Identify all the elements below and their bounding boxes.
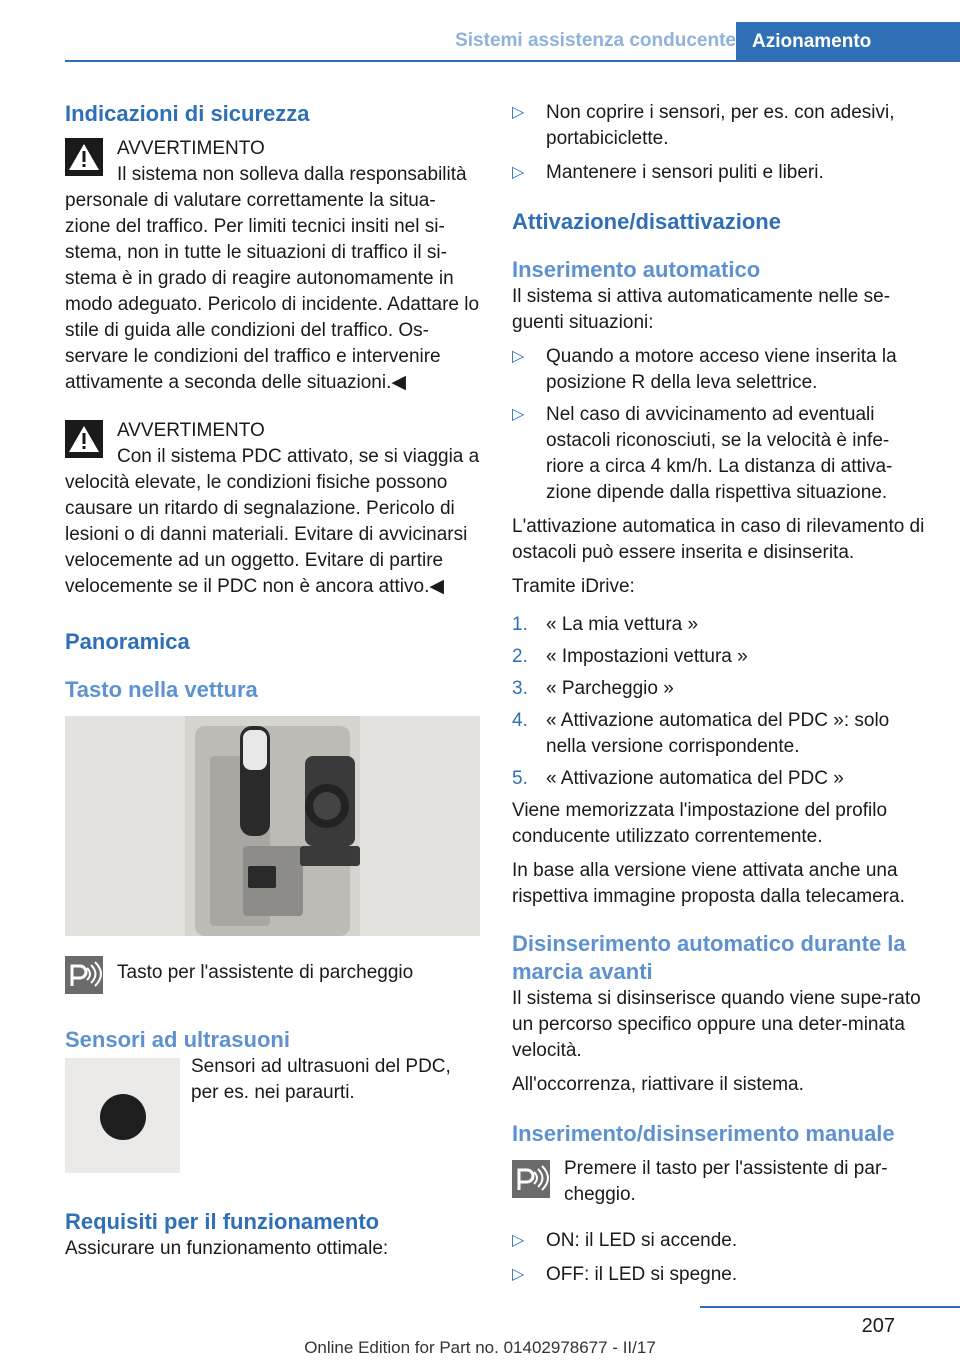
header-chapter-tab: Azionamento	[736, 22, 960, 62]
list-item	[512, 1262, 927, 1288]
list-item	[512, 676, 927, 702]
step-text: « Attivazione automatica del PDC »	[546, 768, 844, 789]
step-number: 2.	[512, 646, 528, 667]
left-column	[65, 100, 480, 1262]
warning-block-1	[65, 136, 480, 396]
footer-rule	[700, 1306, 960, 1308]
pdc-button-caption-text: Tasto per l'assistente di parcheggio	[117, 962, 414, 983]
list-item-text: OFF: il LED si spegne.	[546, 1264, 738, 1285]
overview-heading: Panoramica	[65, 629, 190, 654]
park-assist-icon	[65, 956, 103, 994]
pdc-button-caption	[65, 956, 480, 996]
step-number: 4.	[512, 710, 528, 731]
warning-text-2: Con il sistema PDC attivato, se si viaggia a velocità elevate, le condizioni fisiche possono causare un ritardo di segnalazione. Pericolo di lesioni o di danni materiali. Evitare di avvicinarsi velocemente ad un oggetto. Evitare di partire velocemente se il PDC non è ancora attivo.◀	[65, 446, 480, 597]
list-item-text: Non coprire i sensori, per es. con adesivi, portabiciclette.	[546, 102, 895, 149]
sensors-block	[65, 1054, 480, 1174]
activation-heading: Attivazione/disattivazione	[512, 209, 781, 234]
step-number: 1.	[512, 614, 528, 635]
list-item	[512, 612, 927, 638]
list-item	[512, 708, 927, 760]
memo-text: Viene memorizzata l'impostazione del profilo conducente utilizzato correntemente.	[512, 800, 888, 847]
requirements-text: Assicurare un funzionamento ottimale:	[65, 1238, 389, 1259]
idrive-steps	[512, 612, 927, 792]
step-text: « Impostazioni vettura »	[546, 646, 748, 667]
footer-edition: Online Edition for Part no. 01402978677 - II/17	[304, 1338, 656, 1357]
center-console-illustration	[65, 716, 480, 936]
triangle-bullet-icon: ▷	[512, 348, 525, 365]
list-item	[512, 644, 927, 670]
list-item-text: Mantenere i sensori puliti e liberi.	[546, 162, 824, 183]
right-column	[512, 100, 927, 1288]
camera-text: In base alla versione viene attivata anche una rispettiva immagine proposta dalla telecamera.	[512, 860, 905, 907]
idrive-label: Tramite iDrive:	[512, 576, 635, 597]
safety-heading: Indicazioni di sicurezza	[65, 101, 310, 126]
manual-subheading: Inserimento/disinserimento manuale	[512, 1121, 895, 1146]
manual-block	[512, 1156, 927, 1208]
list-item	[512, 766, 927, 792]
requirements-heading: Requisiti per il funzionamento	[65, 1209, 380, 1234]
button-subheading: Tasto nella vettura	[65, 677, 258, 702]
warning-label-2: AVVERTIMENTO	[117, 420, 265, 441]
warning-label-1: AVVERTIMENTO	[117, 138, 265, 159]
auto-activation-subheading: Inserimento automatico	[512, 257, 761, 282]
step-number: 3.	[512, 678, 528, 699]
triangle-bullet-icon: ▷	[512, 164, 525, 181]
page-number: 207	[861, 1315, 895, 1337]
auto-deactivation-text: Il sistema si disinserisce quando viene supe‐rato un percorso specifico oppure una deter‐minata velocità.	[512, 988, 921, 1061]
list-item	[512, 160, 927, 186]
header-section-title: Sistemi assistenza conducente	[455, 30, 736, 51]
step-text: « La mia vettura »	[546, 614, 699, 635]
triangle-bullet-icon: ▷	[512, 1266, 525, 1283]
triangle-bullet-icon: ▷	[512, 1232, 525, 1249]
auto-activation-text: Il sistema si attiva automaticamente nelle se‐guenti situazioni:	[512, 286, 891, 333]
step-number: 5.	[512, 768, 528, 789]
reactivate-text: All'occorrenza, riattivare il sistema.	[512, 1074, 804, 1095]
warning-triangle-icon	[65, 138, 103, 176]
step-text: « Parcheggio »	[546, 678, 674, 699]
triangle-bullet-icon: ▷	[512, 104, 525, 121]
sensors-caption: Sensori ad ultrasuoni del PDC, per es. nei paraurti.	[191, 1056, 451, 1103]
list-item	[512, 344, 927, 396]
list-item-text: Quando a motore acceso viene inserita la posizione R della leva selettrice.	[546, 346, 897, 393]
warning-triangle-icon	[65, 420, 103, 458]
ultrasonic-sensor-icon	[65, 1058, 180, 1173]
park-assist-icon	[512, 1160, 550, 1198]
list-item	[512, 100, 927, 152]
center-console-photo	[65, 716, 480, 936]
auto-deactivation-subheading: Disinserimento automatico durante la marcia avanti	[512, 931, 906, 984]
header-rule	[65, 60, 960, 62]
auto-activation-note: L'attivazione automatica in caso di rilevamento di ostacoli può essere inserita e disinserita.	[512, 516, 925, 563]
list-item	[512, 1228, 927, 1254]
list-item	[512, 402, 927, 506]
triangle-bullet-icon: ▷	[512, 406, 525, 423]
sensor-photo	[65, 1058, 180, 1173]
warning-block-2	[65, 418, 480, 600]
list-item-text: ON: il LED si accende.	[546, 1230, 738, 1251]
warning-text-1: Il sistema non solleva dalla responsabilità personale di valutare correttamente la situa‐zione del traffico. Per limiti tecnici insiti nel si‐stema, non in tutte le situazioni di traffico il si‐stema è in grado di reagire autonomamente in modo adeguato. Pericolo di incidente. Adattare lo stile di guida alle condizioni del traffico. Os‐servare le condizioni del traffico e intervenire attivamente a seconda delle situazioni.◀	[65, 164, 480, 393]
manual-text: Premere il tasto per l'assistente di par‐cheggio.	[564, 1158, 888, 1205]
sensors-subheading: Sensori ad ultrasuoni	[65, 1027, 290, 1052]
step-text: « Attivazione automatica del PDC »: solo nella versione corrispondente.	[546, 710, 890, 757]
list-item-text: Nel caso di avvicinamento ad eventuali ostacoli riconosciuti, se la velocità è infe‐riore a circa 4 km/h. La distanza di attiva‐zione dipende dalla rispettiva situazione.	[546, 404, 893, 503]
